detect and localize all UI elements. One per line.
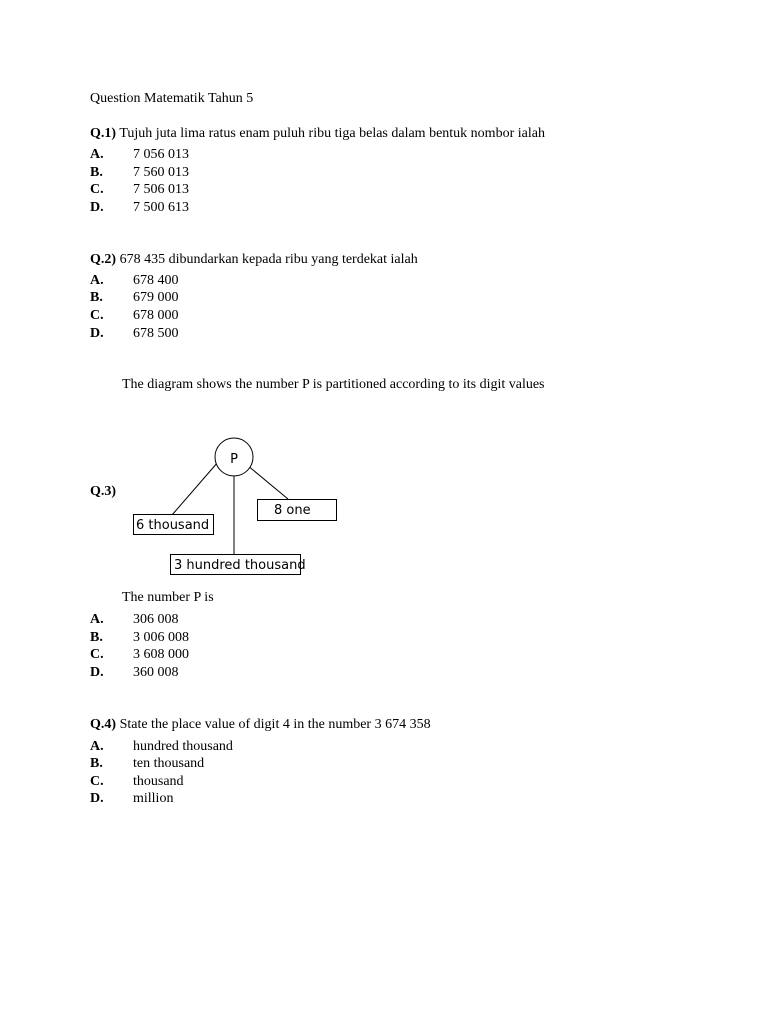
option-letter: C.: [90, 182, 104, 197]
question-3-text: The number P is: [122, 590, 214, 605]
option-letter: D.: [90, 791, 104, 806]
question-2-number: Q.2): [90, 252, 117, 267]
question-3-intro: The diagram shows the number P is partitioned according to its digit values: [122, 377, 545, 392]
box-one-label: 8 one: [274, 503, 311, 518]
option-text: 3 608 000: [133, 647, 189, 662]
partition-diagram: [120, 430, 360, 590]
option-letter: B.: [90, 630, 103, 645]
box-thousand-label: 6 thousand: [136, 518, 210, 533]
option-letter: B.: [90, 165, 103, 180]
question-4-text: State the place value of digit 4 in the number 3 674 358: [119, 717, 431, 732]
option-text: 3 006 008: [133, 630, 189, 645]
question-1: [90, 127, 545, 141]
option-text: 7 056 013: [133, 147, 189, 162]
worksheet-title: Question Matematik Tahun 5: [90, 91, 254, 106]
question-2-text: 678 435 dibundarkan kepada ribu yang terdekat ialah: [119, 252, 418, 267]
option-text: 306 008: [133, 612, 179, 627]
root-label: P: [230, 452, 238, 467]
question-1-text: Tujuh juta lima ratus enam puluh ribu tiga belas dalam bentuk nombor ialah: [119, 126, 545, 141]
question-2: [90, 253, 418, 267]
option-text: million: [133, 791, 174, 806]
question-1-number: Q.1): [90, 126, 117, 141]
option-text: 7 506 013: [133, 182, 189, 197]
option-letter: A.: [90, 739, 104, 754]
option-text: thousand: [133, 774, 184, 789]
option-text: 7 560 013: [133, 165, 189, 180]
question-4-number: Q.4): [90, 717, 117, 732]
option-text: hundred thousand: [133, 739, 233, 754]
option-letter: C.: [90, 647, 104, 662]
option-text: 678 500: [133, 326, 179, 341]
option-letter: D.: [90, 326, 104, 341]
option-text: ten thousand: [133, 756, 205, 771]
option-letter: B.: [90, 756, 103, 771]
branch-line-right: [247, 465, 288, 499]
option-letter: D.: [90, 665, 104, 680]
option-text: 678 000: [133, 308, 179, 323]
option-letter: C.: [90, 308, 104, 323]
option-text: 679 000: [133, 290, 179, 305]
question-4: [90, 718, 431, 732]
question-3-number: Q.3): [90, 484, 117, 499]
option-letter: A.: [90, 273, 104, 288]
option-letter: C.: [90, 774, 104, 789]
option-text: 360 008: [133, 665, 179, 680]
option-letter: B.: [90, 290, 103, 305]
option-letter: D.: [90, 200, 104, 215]
branch-line-left: [172, 462, 218, 515]
box-hundred-thousand-label: 3 hundred thousand: [174, 558, 306, 573]
option-text: 7 500 613: [133, 200, 189, 215]
option-text: 678 400: [133, 273, 179, 288]
option-letter: A.: [90, 612, 104, 627]
option-letter: A.: [90, 147, 104, 162]
